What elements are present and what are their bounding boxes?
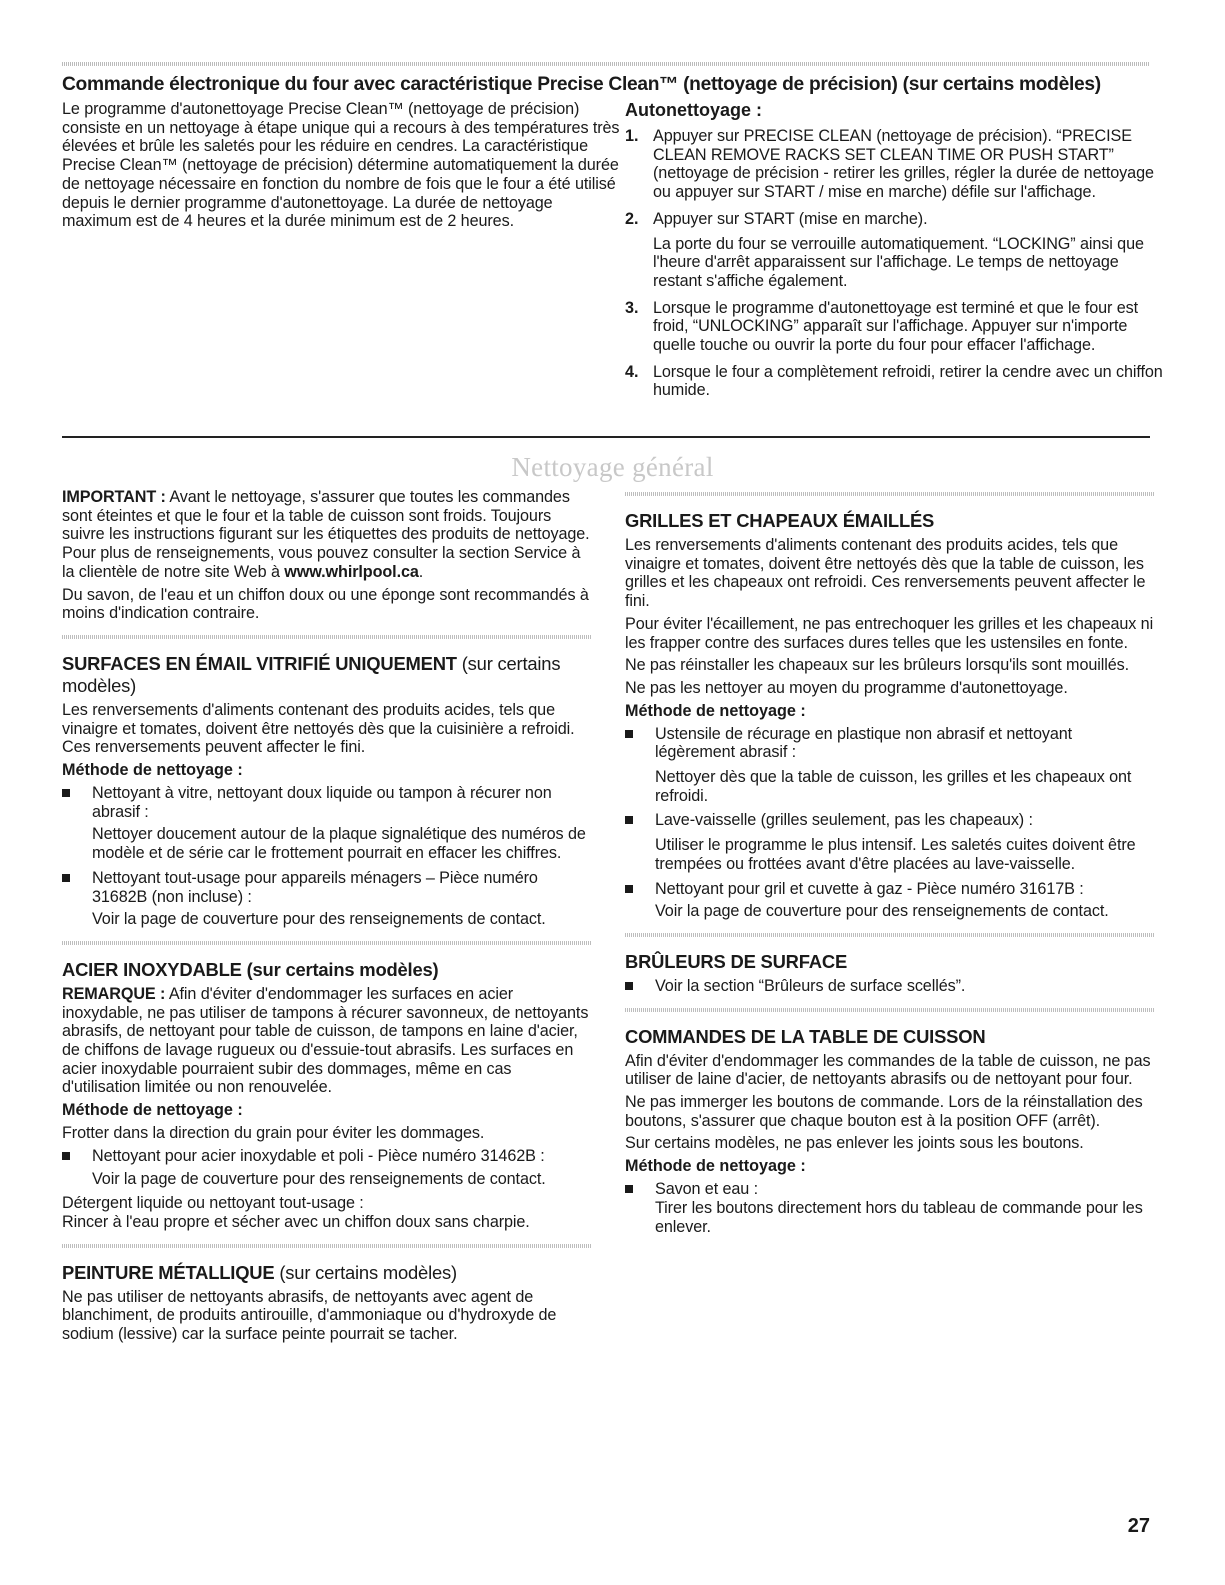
peinture-text: Ne pas utiliser de nettoyants abrasifs, de nettoyants avec agent de blanchiment, de produits antirouille, d'ammoniaque ou d'hydroxyde de sodium (lessive) car la surface peinte pourrait se tacher. <box>62 1287 557 1344</box>
list-item <box>62 869 592 929</box>
item-first: Nettoyant pour gril et cuvette à gaz - Pièce numéro 31617B : <box>655 879 1084 898</box>
step-number: 4. <box>625 362 639 381</box>
peinture-heading <box>62 1262 592 1284</box>
dotted-rule <box>625 933 1155 937</box>
list-item <box>625 811 1155 873</box>
item-first: Nettoyant pour acier inoxydable et poli - Pièce numéro 31462B : <box>92 1146 545 1165</box>
whirlpool-link[interactable]: www.whirlpool.ca <box>284 562 419 581</box>
step-text: Lorsque le programme d'autonettoyage est terminé et que le four est froid, “UNLOCKING” apparaît sur l'affichage. Appuyer sur n'importe quelle touche ou ouvrir la porte du four pour effacer l'affichage. <box>653 298 1139 355</box>
step-text: Lorsque le four a complètement refroidi, retirer la cendre avec un chiffon humide. <box>653 362 1163 400</box>
bullet-square-icon <box>62 789 70 797</box>
remarque-label: REMARQUE : <box>62 984 166 1003</box>
bullet-square-icon <box>62 874 70 882</box>
item-rest: Nettoyer doucement autour de la plaque signalétique des numéros de modèle et de série car le frottement pourrait en effacer les chiffres. <box>92 825 586 863</box>
email-heading <box>62 653 592 697</box>
acier-frotter: Frotter dans la direction du grain pour éviter les dommages. <box>62 1124 485 1143</box>
intro-paragraph: Le programme d'autonettoyage Precise Clean™ (nettoyage de précision) consiste en un nettoyage à étape unique qui a recours à des températures très élevées et brûle les saletés pour les réduire en cendres. La caractéristique Precise Clean™ (nettoyage de précision) détermine automatiquement la durée de nettoyage nécessaire en fonction du nombre de fois que le four a été utilisé depuis le dernier programme d'autonettoyage. La durée de nettoyage maximum est de 4 heures et la durée minimum est de 2 heures. <box>62 100 620 231</box>
commandes-methode: Méthode de nettoyage : <box>625 1157 806 1176</box>
acier-list <box>62 1147 592 1188</box>
peinture-heading-light: (sur certains modèles) <box>274 1261 457 1283</box>
item-first: Lave-vaisselle (grilles seulement, pas les chapeaux) : <box>655 811 1033 830</box>
item-rest: Voir la page de couverture pour des renseignements de contact. <box>92 1169 546 1188</box>
autonettoyage-heading: Autonettoyage : <box>625 100 762 120</box>
right-column <box>625 488 1155 1242</box>
commandes-p2: Ne pas immerger les boutons de commande. Lors de la réinstallation des boutons, s'assurer que chaque bouton est à la position OFF (arrêt). <box>625 1093 1143 1130</box>
grilles-methode: Méthode de nettoyage : <box>625 701 806 720</box>
acier-rincer: Rincer à l'eau propre et sécher avec un chiffon doux sans charpie. <box>62 1212 530 1231</box>
bullet-square-icon <box>62 1152 70 1160</box>
bullet-square-icon <box>625 1185 633 1193</box>
dotted-rule <box>625 492 1155 496</box>
email-text: Les renversements d'aliments contenant des produits acides, tels que vinaigre et tomates, doivent être nettoyés dès que la cuisinière a refroidi. Ces renversements peuvent affecter le fini. <box>62 700 575 757</box>
grilles-heading: GRILLES ET CHAPEAUX ÉMAILLÉS <box>625 510 935 531</box>
autonettoyage-block <box>625 100 1165 408</box>
left-column <box>62 488 592 1348</box>
top-dotted-rule <box>62 62 1150 66</box>
step-item <box>625 363 1165 400</box>
bruleurs-list <box>625 977 1155 996</box>
acier-heading: ACIER INOXYDABLE (sur certains modèles) <box>62 958 439 980</box>
bullet-square-icon <box>625 730 633 738</box>
item-rest: Nettoyer dès que la table de cuisson, les grilles et les chapeaux ont refroidi. <box>655 768 1132 805</box>
autonettoyage-steps <box>625 127 1165 400</box>
dotted-rule <box>625 1008 1155 1012</box>
precise-clean-intro <box>62 100 622 235</box>
bruleurs-heading: BRÛLEURS DE SURFACE <box>625 950 848 972</box>
step-number: 1. <box>625 127 639 145</box>
dotted-rule <box>62 635 592 639</box>
important-label: IMPORTANT : <box>62 488 166 506</box>
acier-detergent: Détergent liquide ou nettoyant tout-usage : <box>62 1194 364 1213</box>
grilles-p4: Ne pas les nettoyer au moyen du programme d'autonettoyage. <box>625 678 1068 697</box>
acier-remarque <box>62 985 592 1097</box>
item-first: Voir la section “Brûleurs de surface scellés”. <box>655 976 966 995</box>
grilles-p2: Pour éviter l'écaillement, ne pas entrechoquer les grilles et les chapeaux ni les frapper contre des surfaces dures telles que les ustensiles en fonte. <box>625 614 1154 652</box>
list-item <box>62 784 592 863</box>
item-rest: Voir la page de couverture pour des renseignements de contact. <box>655 902 1109 921</box>
step-number: 3. <box>625 298 639 317</box>
list-item <box>62 1147 592 1188</box>
item-first: Ustensile de récurage en plastique non abrasif et nettoyant légèrement abrasif : <box>655 724 1073 762</box>
step-subtext: La porte du four se verrouille automatiquement. “LOCKING” ainsi que l'heure d'arrêt apparaissent sur l'affichage. Le temps de nettoyage restant s'affiche également. <box>653 234 1144 290</box>
email-list <box>62 784 592 929</box>
section-divider <box>62 436 1150 438</box>
important-note <box>62 488 592 582</box>
list-item <box>625 977 1155 996</box>
remarque-text: Afin d'éviter d'endommager les surfaces en acier inoxydable, ne pas utiliser de tampons à récurer savonneux, de nettoyants abrasifs, de nettoyant pour table de cuisson, de tampons en laine d'acier, de chiffons de lavage rugueux ou d'essuie-tout abrasifs. Les surfaces en acier inoxydable pourraient subir des dommages, même en cas d'utilisation limitée ou non renouvelée. <box>62 984 589 1097</box>
item-rest: Utiliser le programme le plus intensif. Les saletés cuites doivent être trempées ou frottées avant d'être placées au lave-vaisselle. <box>655 836 1136 873</box>
email-heading-bold: SURFACES EN ÉMAIL VITRIFIÉ UNIQUEMENT <box>62 652 457 674</box>
oven-control-heading: Commande électronique du four avec caractéristique Precise Clean™ (nettoyage de précision) (sur certains modèles) <box>62 74 1101 95</box>
step-item <box>625 299 1165 355</box>
dotted-rule <box>62 1244 592 1248</box>
dotted-rule <box>62 941 592 945</box>
list-item <box>625 725 1155 806</box>
item-rest: Tirer les boutons directement hors du tableau de commande pour les enlever. <box>655 1198 1143 1236</box>
step-item <box>625 210 1165 291</box>
step-text: Appuyer sur PRECISE CLEAN (nettoyage de précision). “PRECISE CLEAN REMOVE RACKS SET CLEAN TIME OR PUSH START” (nettoyage de précision - retirer les grilles, régler la durée de nettoyage ou appuyer sur START / mise en marche) défile sur l'affichage. <box>653 127 1154 202</box>
bullet-square-icon <box>625 982 633 990</box>
step-number: 2. <box>625 209 639 228</box>
important-text: Avant le nettoyage, s'assurer que toutes les commandes sont éteintes et que le four et la table de cuisson sont froids. Toujours suivre les instructions figurant sur les étiquettes des produits de nettoyage. Pour plus de renseignements, vous pouvez consulter la section Service à la clientèle de notre site Web à <box>62 488 590 581</box>
peinture-heading-bold: PEINTURE MÉTALLIQUE <box>62 1261 275 1283</box>
grilles-p1: Les renversements d'aliments contenant des produits acides, tels que vinaigre et tomates, doivent être nettoyés dès que la table de cuisson, les grilles et les chapeaux ont refroidi. Ces renversements peuvent affecter le fini. <box>625 536 1146 611</box>
commandes-heading: COMMANDES DE LA TABLE DE CUISSON <box>625 1025 986 1047</box>
step-text: Appuyer sur START (mise en marche). <box>653 209 928 228</box>
item-first: Savon et eau : <box>655 1180 758 1199</box>
page-number: 27 <box>1127 1515 1150 1537</box>
list-item <box>625 880 1155 921</box>
grilles-p3: Ne pas réinstaller les chapeaux sur les brûleurs lorsqu'ils sont mouillés. <box>625 656 1130 675</box>
item-rest: Voir la page de couverture pour des renseignements de contact. <box>92 910 546 929</box>
grilles-list <box>625 725 1155 921</box>
section-title: Nettoyage général <box>511 452 714 482</box>
email-methode: Méthode de nettoyage : <box>62 761 243 780</box>
email-heading-light: (sur certains modèles) <box>62 652 561 696</box>
commandes-p1: Afin d'éviter d'endommager les commandes de la table de cuisson, ne pas utiliser de laine d'acier, de nettoyants abrasifs ou de nettoyant pour four. <box>625 1051 1151 1089</box>
bullet-square-icon <box>625 885 633 893</box>
commandes-list <box>625 1180 1155 1236</box>
item-first: Nettoyant tout-usage pour appareils ménagers – Pièce numéro 31682B (non incluse) : <box>92 868 538 906</box>
item-first: Nettoyant à vitre, nettoyant doux liquide ou tampon à récurer non abrasif : <box>92 784 552 821</box>
commandes-p3: Sur certains modèles, ne pas enlever les joints sous les boutons. <box>625 1134 1084 1153</box>
important-end: . <box>418 562 424 581</box>
step-item <box>625 127 1165 202</box>
bullet-square-icon <box>625 816 633 824</box>
list-item <box>625 1180 1155 1236</box>
acier-methode: Méthode de nettoyage : <box>62 1101 243 1120</box>
soap-note: Du savon, de l'eau et un chiffon doux ou une éponge sont recommandés à moins d'indication contraire. <box>62 585 589 623</box>
